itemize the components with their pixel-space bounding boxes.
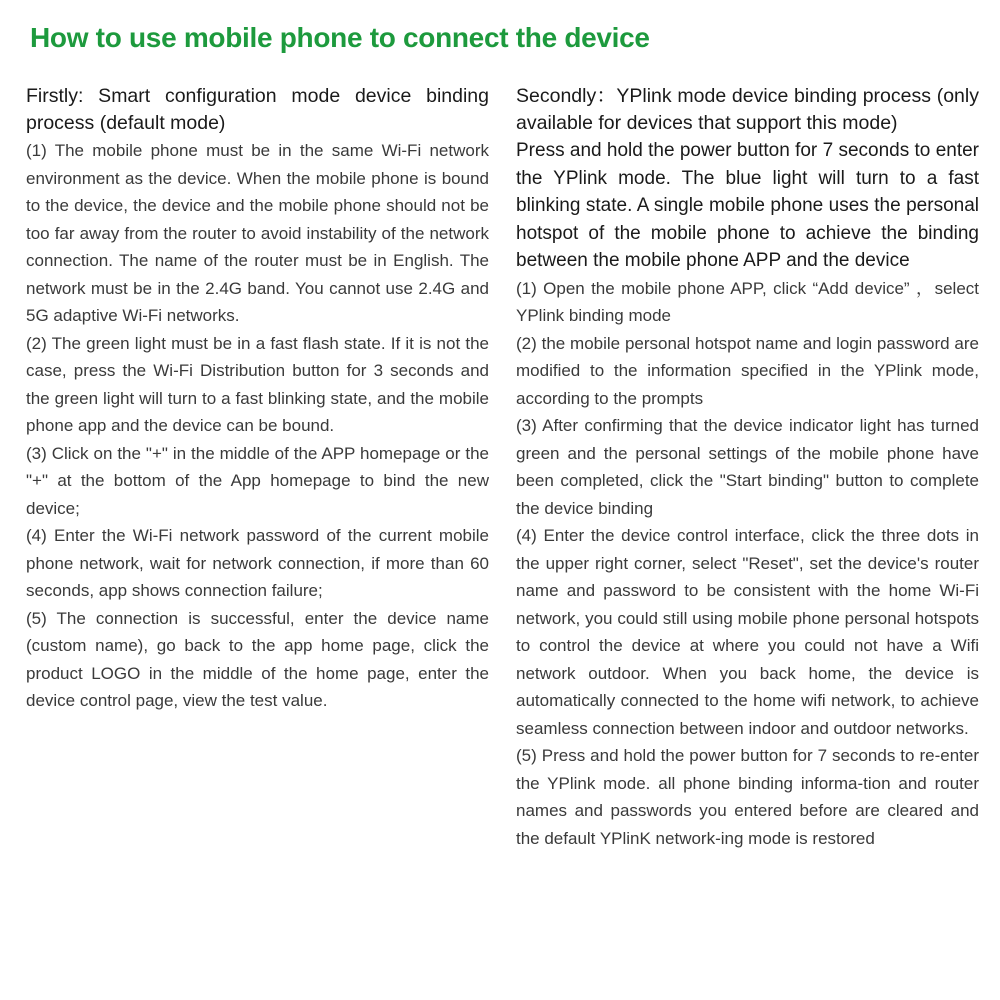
- smart-config-step-1: (1) The mobile phone must be in the same Wi-Fi network environment as the device. When the mobile phone is bound to the device, the device and the mobile phone should not be too far away from the router to avoid instability of the network connection. The name of the router must be in English. The network must be in the 2.4G band. You cannot use 2.4G and 5G adaptive Wi-Fi networks.: [26, 141, 489, 325]
- smart-config-heading: Firstly: Smart configuration mode device binding process (default mode): [26, 85, 489, 134]
- smart-config-step-3: (3) Click on the "+" in the middle of the APP homepage or the "+" at the bottom of the App homepage to bind the new device;: [26, 443, 489, 518]
- page-title: How to use mobile phone to connect the device: [30, 22, 650, 53]
- yplink-step-5: (5) Press and hold the power button for 7 seconds to re-enter the YPlink mode. all phone binding informa-tion and router names and passwords you entered before are cleared and the default YPlinK network-ing mode is restored: [516, 746, 979, 848]
- smart-config-section: [26, 83, 489, 715]
- yplink-heading: Secondly：YPlink mode device binding process (only available for devices that support this mode): [516, 85, 979, 134]
- smart-config-step-2: (2) The green light must be in a fast flash state. If it is not the case, press the Wi-Fi Distribution button for 3 seconds and the green light will turn to a fast blinking state, and the mobile phone app and the device can be bound.: [26, 333, 489, 435]
- yplink-step-1: (1) Open the mobile phone APP, click “Add device” ，select YPlink binding mode: [516, 278, 979, 325]
- yplink-intro: Press and hold the power button for 7 seconds to enter the YPlink mode. The blue light will turn to a fast blinking state. A single mobile phone uses the personal hotspot of the mobile phone to achieve the binding between the mobile phone APP and the device: [516, 140, 979, 271]
- smart-config-step-5: (5) The connection is successful, enter the device name (custom name), go back to the app home page, click the product LOGO in the middle of the home page, enter the device control page, view the test value.: [26, 608, 489, 710]
- yplink-section: [516, 83, 979, 852]
- yplink-step-3: (3) After confirming that the device indicator light has turned green and the personal settings of the mobile phone have been completed, click the "Start binding" button to complete the device binding: [516, 416, 979, 518]
- yplink-step-2: (2) the mobile personal hotspot name and login password are modified to the information specified in the YPlink mode, according to the prompts: [516, 333, 979, 408]
- yplink-step-4: (4) Enter the device control interface, click the three dots in the upper right corner, select "Reset", set the device's router name and password to be consistent with the home Wi-Fi network, you could still using mobile phone personal hotspots to control the device at where you could not have a Wifi network outdoor. When you back home, the device is automatically connected to the home wifi network, to achieve seamless connection between indoor and outdoor networks.: [516, 526, 979, 738]
- smart-config-step-4: (4) Enter the Wi-Fi network password of the current mobile phone network, wait for network connection, if more than 60 seconds, app shows connection failure;: [26, 526, 489, 600]
